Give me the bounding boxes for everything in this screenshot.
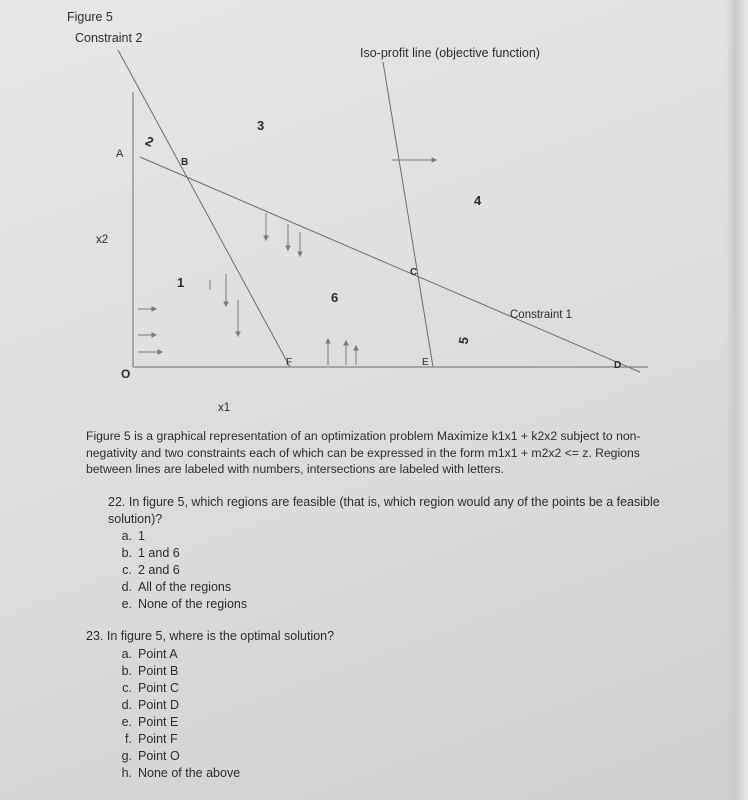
option-text: Point O bbox=[138, 749, 180, 763]
q23-options bbox=[110, 646, 240, 782]
q23-option[interactable] bbox=[110, 680, 240, 697]
point-o: O bbox=[121, 367, 131, 381]
option-text: 2 and 6 bbox=[138, 563, 180, 577]
point-d: D bbox=[614, 360, 622, 371]
option-text: None of the above bbox=[138, 766, 241, 780]
option-text: Point F bbox=[138, 732, 178, 746]
region-3: 3 bbox=[257, 118, 265, 133]
q22-text: 22. In figure 5, which regions are feasible (that is, which region would any of the points be a feasible solution)? bbox=[108, 495, 660, 526]
constraint-1-line bbox=[140, 157, 640, 372]
option-text: Point C bbox=[138, 681, 179, 695]
option-letter: d. bbox=[121, 580, 132, 594]
option-letter: b. bbox=[121, 664, 132, 678]
option-letter: f. bbox=[125, 732, 132, 746]
q23-option[interactable] bbox=[110, 765, 240, 782]
region-5: 5 bbox=[455, 335, 472, 346]
isoprofit-line bbox=[383, 62, 433, 367]
option-text: All of the regions bbox=[138, 580, 232, 594]
q23-option[interactable] bbox=[110, 646, 240, 663]
option-letter: b. bbox=[121, 546, 132, 560]
constraint-1-label: Constraint 1 bbox=[510, 309, 573, 321]
q23-option[interactable] bbox=[110, 714, 240, 731]
point-e: E bbox=[422, 357, 429, 368]
option-letter: e. bbox=[121, 715, 132, 729]
option-text: Point D bbox=[138, 698, 179, 712]
x-axis-label: x1 bbox=[218, 402, 231, 414]
isoprofit-label: Iso-profit line (objective function) bbox=[360, 46, 540, 60]
figure-title: Figure 5 bbox=[67, 10, 113, 24]
option-text: Point E bbox=[138, 715, 179, 729]
option-text: None of the regions bbox=[138, 597, 248, 611]
option-letter: a. bbox=[121, 647, 132, 661]
option-letter: g. bbox=[121, 749, 132, 763]
point-b: B bbox=[181, 157, 189, 168]
option-text: 1 and 6 bbox=[138, 546, 180, 560]
figure-description: Figure 5 is a graphical representation of an optimization problem Maximize k1x1 + k2x2 subject to non-negativity and two constraints each of which can be expressed in the form m1x1 + m2x2 <= z. Regions between lines are labeled with numbers, intersections are labeled with letters. bbox=[86, 429, 641, 476]
region-2: 2 bbox=[143, 133, 157, 150]
q22-option[interactable] bbox=[110, 528, 247, 545]
q23-option[interactable] bbox=[110, 697, 240, 714]
option-letter: c. bbox=[122, 681, 132, 695]
option-text: 1 bbox=[138, 529, 145, 543]
q22-option[interactable] bbox=[110, 562, 247, 579]
q22-option[interactable] bbox=[110, 545, 247, 562]
region-4: 4 bbox=[474, 193, 482, 208]
option-letter: a. bbox=[121, 529, 132, 543]
option-letter: d. bbox=[121, 698, 132, 712]
q23-option[interactable] bbox=[110, 731, 240, 748]
point-a: A bbox=[116, 148, 124, 160]
q23-text: 23. In figure 5, where is the optimal solution? bbox=[86, 629, 335, 643]
option-text: Point B bbox=[138, 664, 179, 678]
constraint-2-line bbox=[118, 50, 293, 368]
q23-option[interactable] bbox=[110, 663, 240, 680]
y-axis-label: x2 bbox=[96, 234, 109, 246]
q22-options bbox=[110, 528, 247, 613]
region-6: 6 bbox=[331, 290, 339, 305]
point-c: C bbox=[410, 267, 418, 278]
region-1: 1 bbox=[177, 275, 185, 290]
option-letter: h. bbox=[121, 766, 132, 780]
q22-option[interactable] bbox=[110, 596, 247, 613]
q22-option[interactable] bbox=[110, 579, 247, 596]
q23-option[interactable] bbox=[110, 748, 240, 765]
constraint-2-label: Constraint 2 bbox=[75, 31, 143, 45]
point-f: F bbox=[286, 357, 293, 368]
option-text: Point A bbox=[138, 647, 178, 661]
option-letter: e. bbox=[121, 597, 132, 611]
option-letter: c. bbox=[122, 563, 132, 577]
